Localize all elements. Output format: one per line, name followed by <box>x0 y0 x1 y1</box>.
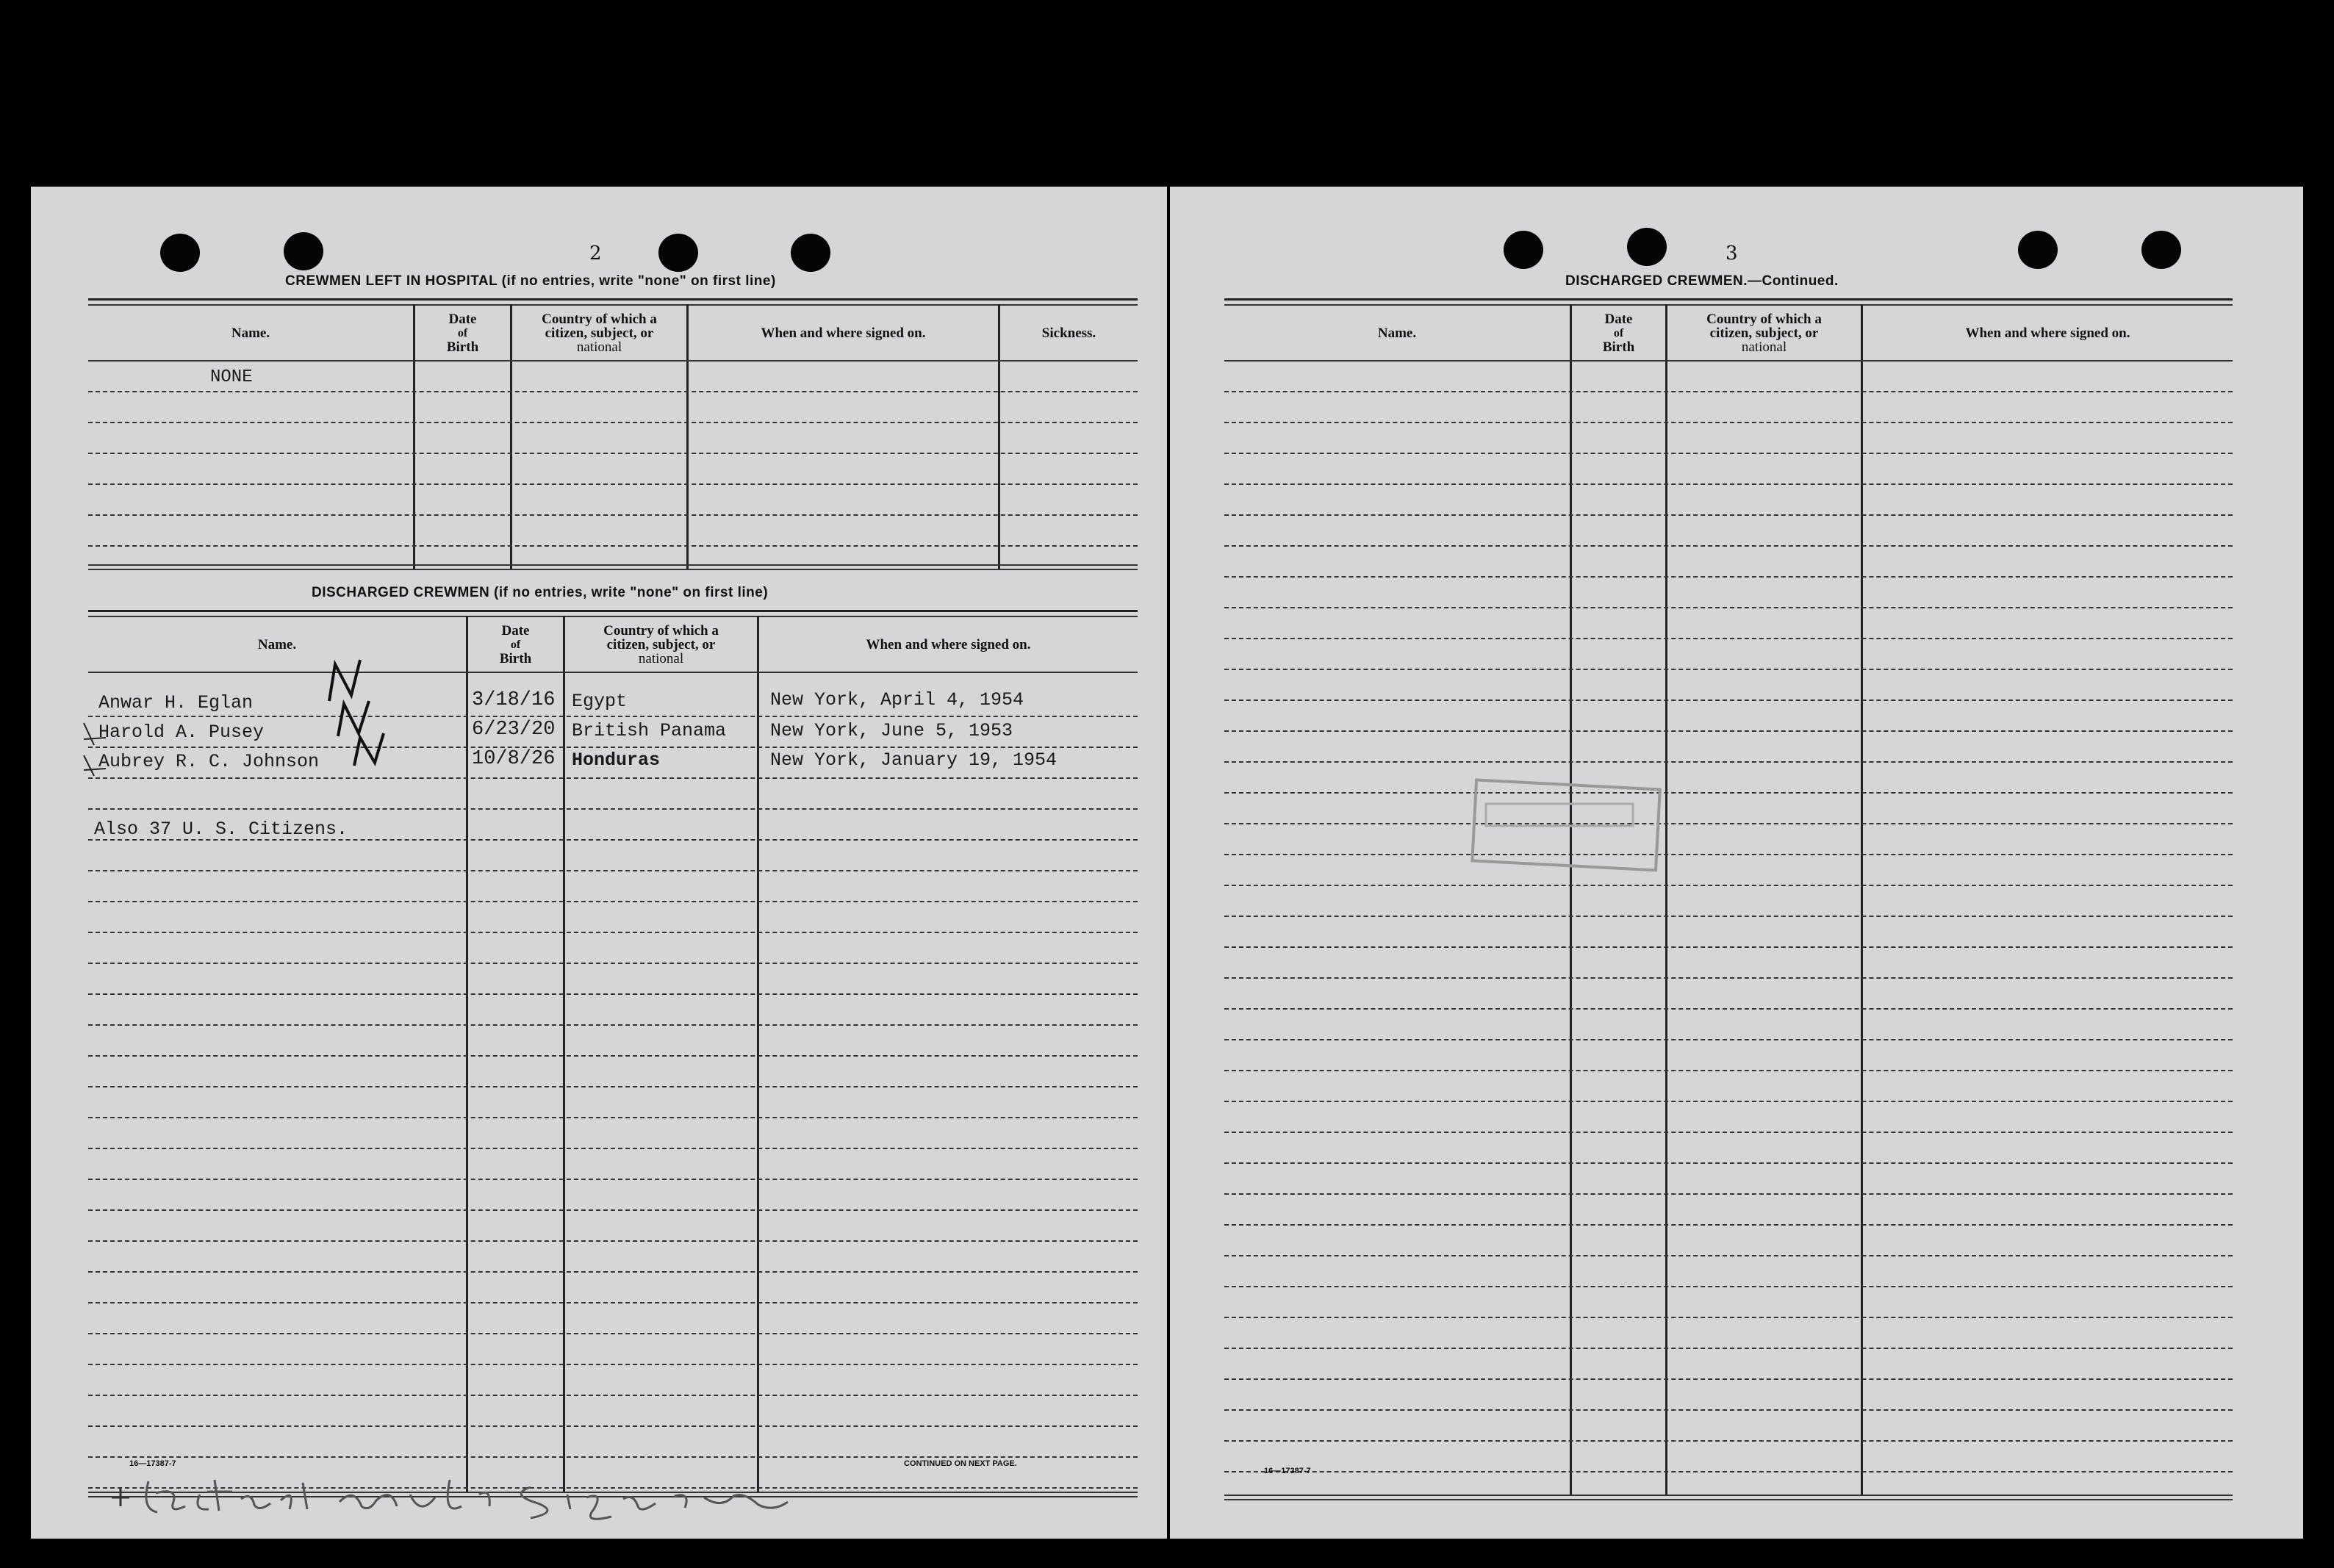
col-header-dob: Date of Birth <box>446 311 479 355</box>
ruled-line <box>88 483 1138 485</box>
ruled-line <box>1224 1101 2233 1102</box>
col-header-signed-on: When and where signed on. <box>761 325 926 341</box>
ruled-line <box>1224 1255 2233 1256</box>
hospital-entry: NONE <box>210 367 253 387</box>
faded-stamp <box>1464 774 1677 877</box>
ruled-line <box>88 870 1138 871</box>
ruled-line <box>1224 885 2233 886</box>
crew-dob: 6/23/20 <box>472 719 556 741</box>
crew-signed-on: New York, January 19, 1954 <box>770 749 1058 771</box>
ruled-line <box>1224 1440 2233 1442</box>
ruled-line <box>88 422 1138 423</box>
ruled-line <box>1224 1193 2233 1195</box>
ruled-line <box>1224 483 2233 485</box>
ruled-line <box>88 747 1138 748</box>
ruled-line <box>1224 1070 2233 1071</box>
crew-country: Egypt <box>572 691 628 712</box>
crew-dob: 3/18/16 <box>472 689 556 711</box>
crew-name: Harold A. Pusey <box>98 722 265 743</box>
page-number: 3 <box>1726 242 1738 265</box>
ruled-line <box>88 1024 1138 1026</box>
punch-hole <box>2141 231 2181 269</box>
ruled-line <box>88 808 1138 810</box>
ruled-line <box>1224 761 2233 763</box>
discharged-table <box>88 610 1138 1502</box>
ruled-line <box>1224 1162 2233 1164</box>
ruled-line <box>1224 1378 2233 1380</box>
col-header-country: Country of which a citizen, subject, or national <box>542 311 657 355</box>
ruled-line <box>1224 823 2233 824</box>
punch-hole <box>1627 228 1667 266</box>
col-header-sickness: Sickness. <box>1041 325 1096 341</box>
ruled-line <box>1224 700 2233 701</box>
col-header-name: Name. <box>231 325 270 341</box>
ruled-line <box>88 545 1138 547</box>
continued-note: CONTINUED ON NEXT PAGE. <box>904 1459 1017 1468</box>
ruled-line <box>1224 730 2233 732</box>
crew-signed-on: New York, April 4, 1954 <box>770 689 1024 711</box>
punch-hole <box>658 234 698 272</box>
ruled-line <box>1224 607 2233 608</box>
col-header-country: Country of which a citizen, subject, or national <box>603 622 719 666</box>
col-header-signed-on: When and where signed on. <box>1965 325 2130 341</box>
crew-name: Aubrey R. C. Johnson <box>98 751 320 772</box>
crew-country: British Panama <box>572 720 727 741</box>
ruled-line <box>1224 1471 2233 1472</box>
ruled-line <box>1224 977 2233 979</box>
ruled-line <box>88 391 1138 392</box>
ruled-line <box>88 1055 1138 1057</box>
ruled-line <box>1224 514 2233 516</box>
ruled-line <box>1224 792 2233 794</box>
ruled-line <box>88 1364 1138 1365</box>
ruled-line <box>88 1302 1138 1303</box>
ruled-line <box>1224 545 2233 547</box>
ruled-line <box>88 514 1138 516</box>
ruled-line <box>1224 1348 2233 1349</box>
col-header-name: Name. <box>1377 325 1417 341</box>
ruled-line <box>1224 391 2233 392</box>
ruled-line <box>88 1456 1138 1458</box>
right-page <box>1170 187 2303 1539</box>
punch-hole <box>791 234 830 272</box>
ruled-line <box>1224 1409 2233 1411</box>
crew-signed-on: New York, June 5, 1953 <box>770 720 1013 741</box>
ruled-line <box>88 1148 1138 1149</box>
ruled-line <box>88 901 1138 902</box>
crew-country: Honduras <box>572 749 661 771</box>
ruled-line <box>88 1209 1138 1211</box>
ruled-line <box>1224 1224 2233 1226</box>
ruled-line <box>1224 576 2233 578</box>
ruled-line <box>88 1395 1138 1396</box>
crew-dob: 10/8/26 <box>472 748 556 770</box>
hospital-table <box>88 298 1138 570</box>
discharged-continued-table <box>1224 298 2233 1502</box>
ruled-line <box>1224 1286 2233 1287</box>
ruled-line <box>1224 1132 2233 1133</box>
ruled-line <box>1224 916 2233 917</box>
ruled-line <box>88 716 1138 717</box>
ruled-line <box>88 453 1138 454</box>
discharged-section-title: DISCHARGED CREWMEN (if no entries, write "none" on first line) <box>312 585 769 600</box>
ruled-line <box>88 1240 1138 1242</box>
ruled-line <box>88 1117 1138 1118</box>
col-header-dob: Date of Birth <box>499 622 532 666</box>
punch-hole <box>1504 231 1543 269</box>
ruled-line <box>88 1179 1138 1180</box>
ruled-line <box>88 963 1138 964</box>
crew-name: Anwar H. Eglan <box>98 692 254 713</box>
ruled-line <box>88 777 1138 779</box>
col-header-dob: Date of Birth <box>1602 311 1635 355</box>
ruled-line <box>88 932 1138 933</box>
ruled-line <box>1224 946 2233 948</box>
ruled-line <box>1224 422 2233 423</box>
form-number: 16—17387-7 <box>1264 1467 1311 1475</box>
page-number: 2 <box>589 242 602 265</box>
handwritten-tick-marks <box>79 716 109 782</box>
ruled-line <box>88 1086 1138 1087</box>
handwritten-annotation <box>97 1465 802 1531</box>
ruled-line <box>1224 1317 2233 1318</box>
ruled-line <box>88 1333 1138 1334</box>
left-page <box>31 187 1167 1539</box>
ruled-line <box>1224 854 2233 855</box>
col-header-country: Country of which a citizen, subject, or national <box>1706 311 1822 355</box>
handwritten-check-marks <box>313 657 445 774</box>
col-header-signed-on: When and where signed on. <box>866 636 1031 652</box>
ruled-line <box>88 839 1138 841</box>
ruled-line <box>88 1425 1138 1427</box>
ruled-line <box>1224 1008 2233 1010</box>
section-title: DISCHARGED CREWMEN.—Continued. <box>1565 273 1839 289</box>
hospital-section-title: CREWMEN LEFT IN HOSPITAL (if no entries, write "none" on first line) <box>285 273 776 289</box>
form-number: 16—17387-7 <box>129 1459 176 1468</box>
col-header-name: Name. <box>257 636 297 652</box>
punch-hole <box>284 232 323 270</box>
ruled-line <box>88 993 1138 995</box>
ruled-line <box>1224 638 2233 639</box>
ruled-line <box>88 1271 1138 1273</box>
ruled-line <box>1224 669 2233 670</box>
citizens-note: Also 37 U. S. Citizens. <box>94 819 348 840</box>
ruled-line <box>1224 1039 2233 1040</box>
punch-hole <box>160 234 200 272</box>
punch-hole <box>2018 231 2058 269</box>
ruled-line <box>1224 453 2233 454</box>
